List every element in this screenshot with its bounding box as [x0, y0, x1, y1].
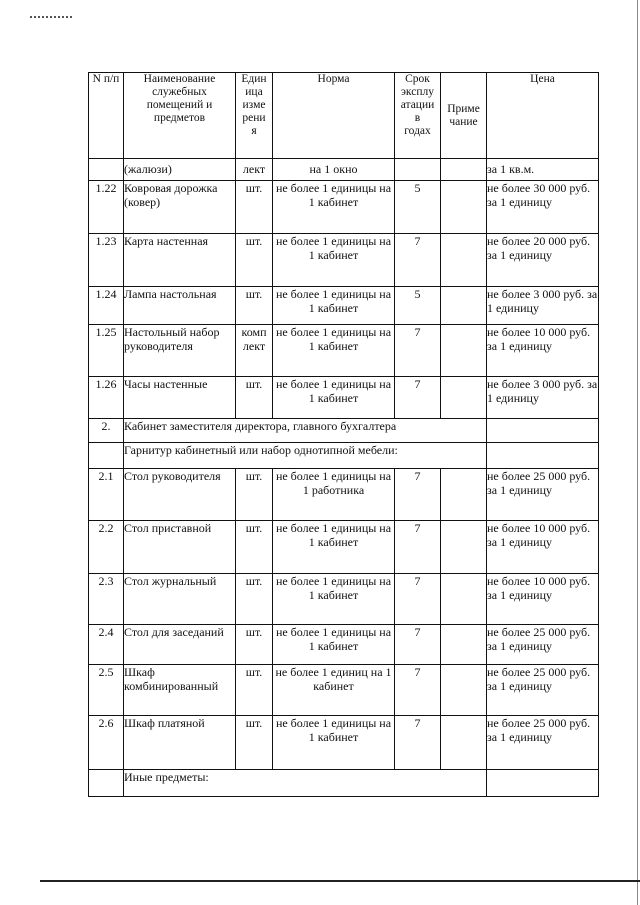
table-row: [89, 469, 599, 521]
header-unit-line: я: [251, 125, 257, 137]
row-price: не более 10 000 руб. за 1 единицу: [487, 325, 599, 377]
scan-edge: [40, 880, 640, 882]
section-title: Кабинет заместителя директора, главного бухгалтера: [124, 419, 487, 443]
row-num: 2.3: [89, 574, 124, 625]
row-price: не более 25 000 руб. за 1 единицу: [487, 665, 599, 716]
row-term: 7: [395, 665, 441, 716]
section-subtitle: Гарнитур кабинетный или набор однотипной мебели:: [124, 443, 487, 469]
row-num: 2.4: [89, 625, 124, 665]
row-norm: не более 1 единицы на 1 кабинет: [273, 716, 395, 770]
row-unit: шт.: [236, 625, 273, 665]
header-unit-line: изме: [242, 99, 266, 111]
row-note: [441, 469, 487, 521]
row-norm: не более 1 единиц на 1 кабинет: [273, 665, 395, 716]
section-row: [89, 443, 599, 469]
row-name: Стол руководителя: [124, 469, 236, 521]
row-unit: шт.: [236, 234, 273, 287]
row-norm: не более 1 единицы на 1 кабинет: [273, 181, 395, 234]
row-name: Лампа настольная: [124, 287, 236, 325]
table-row: [89, 181, 599, 234]
row-note: [441, 521, 487, 574]
row-note: [441, 159, 487, 181]
row-norm: не более 1 единицы на 1 кабинет: [273, 325, 395, 377]
row-num: 2.6: [89, 716, 124, 770]
row-unit: шт.: [236, 574, 273, 625]
row-price: [487, 770, 599, 797]
scan-mark: [30, 16, 72, 20]
row-num: 2.5: [89, 665, 124, 716]
row-unit: шт.: [236, 287, 273, 325]
row-norm: не более 1 единицы на 1 кабинет: [273, 377, 395, 419]
row-num: 1.23: [89, 234, 124, 287]
row-term: 7: [395, 325, 441, 377]
header-unit-line: рени: [242, 112, 266, 124]
section-row: [89, 770, 599, 797]
row-norm: не более 1 единицы на 1 кабинет: [273, 625, 395, 665]
row-name: Стол для заседаний: [124, 625, 236, 665]
row-term: 7: [395, 234, 441, 287]
table-header-row: [89, 73, 599, 159]
table-row: [89, 377, 599, 419]
row-name: Карта настенная: [124, 234, 236, 287]
row-term: 7: [395, 716, 441, 770]
row-num: 1.25: [89, 325, 124, 377]
row-norm: не более 1 единицы на 1 кабинет: [273, 521, 395, 574]
row-num: [89, 443, 124, 469]
row-name: (жалюзи): [124, 159, 236, 181]
row-note: [441, 181, 487, 234]
row-price: не более 10 000 руб. за 1 единицу: [487, 521, 599, 574]
row-num: 2.: [89, 419, 124, 443]
row-term: 5: [395, 181, 441, 234]
row-price: не более 3 000 руб. за 1 единицу: [487, 377, 599, 419]
row-unit: шт.: [236, 716, 273, 770]
section-subtitle: Иные предметы:: [124, 770, 487, 797]
header-num: N п/п: [89, 73, 124, 159]
row-norm: не более 1 единицы на 1 кабинет: [273, 574, 395, 625]
row-name: Ковровая дорожка (ковер): [124, 181, 236, 234]
row-note: [441, 574, 487, 625]
row-name: Часы настенные: [124, 377, 236, 419]
table-row: [89, 159, 599, 181]
row-num: [89, 770, 124, 797]
row-price: не более 25 000 руб. за 1 единицу: [487, 716, 599, 770]
row-note: [441, 716, 487, 770]
header-unit: [236, 73, 273, 159]
header-term: [395, 73, 441, 159]
row-term: [395, 159, 441, 181]
row-unit: шт.: [236, 665, 273, 716]
section-row: [89, 419, 599, 443]
row-note: [441, 665, 487, 716]
row-num: 2.1: [89, 469, 124, 521]
row-name: Шкаф комбинированный: [124, 665, 236, 716]
row-unit: комп лект: [236, 325, 273, 377]
row-note: [441, 325, 487, 377]
table-row: [89, 521, 599, 574]
row-term: 7: [395, 574, 441, 625]
header-term-line: в: [414, 112, 421, 124]
row-norm: не более 1 единицы на 1 работника: [273, 469, 395, 521]
header-note-line: Приме: [447, 103, 480, 115]
row-unit: шт.: [236, 181, 273, 234]
table-row: [89, 716, 599, 770]
row-note: [441, 234, 487, 287]
header-norm: Норма: [273, 73, 395, 159]
row-price: за 1 кв.м.: [487, 159, 599, 181]
row-term: 5: [395, 287, 441, 325]
row-name: Настольный набор руководителя: [124, 325, 236, 377]
row-num: 1.26: [89, 377, 124, 419]
table-row: [89, 325, 599, 377]
row-unit: шт.: [236, 377, 273, 419]
row-name: Шкаф платяной: [124, 716, 236, 770]
row-num: 1.24: [89, 287, 124, 325]
header-term-line: Срок: [405, 73, 430, 85]
row-num: [89, 159, 124, 181]
row-unit: шт.: [236, 469, 273, 521]
row-norm: не более 1 единицы на 1 кабинет: [273, 287, 395, 325]
scan-edge: [637, 0, 638, 905]
row-name: Стол журнальный: [124, 574, 236, 625]
row-price: не более 3 000 руб. за 1 единицу: [487, 287, 599, 325]
row-term: 7: [395, 377, 441, 419]
row-note: [441, 625, 487, 665]
row-norm: на 1 окно: [273, 159, 395, 181]
table-row: [89, 625, 599, 665]
row-price: не более 25 000 руб. за 1 единицу: [487, 625, 599, 665]
header-note-line: чание: [449, 116, 478, 128]
row-num: 1.22: [89, 181, 124, 234]
table-row: [89, 234, 599, 287]
row-price: не более 25 000 руб. за 1 единицу: [487, 469, 599, 521]
row-price: не более 20 000 руб. за 1 единицу: [487, 234, 599, 287]
row-norm: не более 1 единицы на 1 кабинет: [273, 234, 395, 287]
row-price: не более 10 000 руб. за 1 единицу: [487, 574, 599, 625]
row-price: [487, 443, 599, 469]
header-term-line: годах: [404, 125, 431, 137]
header-unit-line: ица: [245, 86, 263, 98]
row-name: Стол приставной: [124, 521, 236, 574]
row-term: 7: [395, 625, 441, 665]
row-unit: шт.: [236, 521, 273, 574]
row-price: [487, 419, 599, 443]
header-note: [441, 73, 487, 159]
header-term-line: эксплу: [401, 86, 434, 98]
row-term: 7: [395, 469, 441, 521]
table-row: [89, 665, 599, 716]
row-note: [441, 287, 487, 325]
row-num: 2.2: [89, 521, 124, 574]
header-price: Цена: [487, 73, 599, 159]
header-unit-line: Един: [241, 73, 267, 85]
table-row: [89, 287, 599, 325]
row-unit: лект: [236, 159, 273, 181]
row-term: 7: [395, 521, 441, 574]
row-price: не более 30 000 руб. за 1 единицу: [487, 181, 599, 234]
norms-table: [88, 72, 599, 797]
header-term-line: атации: [400, 99, 435, 111]
header-name: Наименование служебных помещений и предметов: [124, 73, 236, 159]
row-note: [441, 377, 487, 419]
table-row: [89, 574, 599, 625]
